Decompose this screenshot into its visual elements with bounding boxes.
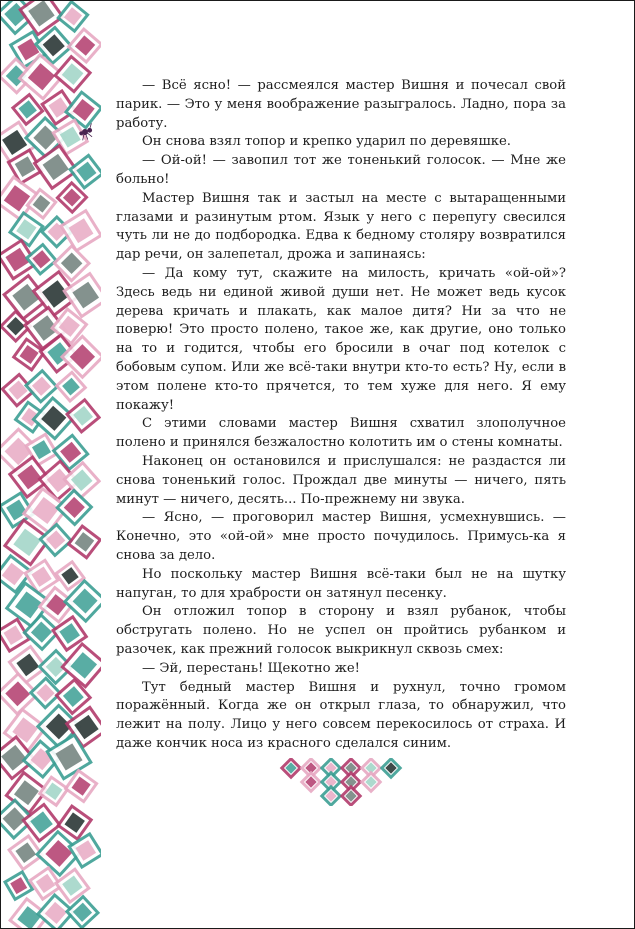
mosaic-tile xyxy=(382,759,400,777)
mosaic-tile xyxy=(61,211,101,251)
paragraph: Он отложил топор в сторону и взял рубанок, чтобы обстругать полено. Но не успел он пройтись рубанком и разочек, как прежний голосок выкрикнул сквозь смех: xyxy=(116,604,566,657)
mosaic-tile xyxy=(58,2,87,31)
mosaic-tile xyxy=(27,245,56,274)
mosaic-tile xyxy=(58,806,91,839)
mosaic-tile xyxy=(362,773,380,791)
mosaic-tile xyxy=(69,834,101,867)
mosaic-ornament xyxy=(271,758,411,806)
mosaic-tile xyxy=(70,155,101,187)
mosaic-tile xyxy=(342,787,360,805)
paragraph: — Ой-ой! — завопил тот же тоненький голосок. — Мне же больно! xyxy=(116,153,566,187)
paragraph: Наконец он остановился и прислушался: не раздастся ли снова тоненький голос. Прождал две минуты — ничего, пять минут — ничего, десять... По-прежнему ни звука. xyxy=(116,453,566,507)
mosaic-tile xyxy=(33,398,74,439)
mosaic-border xyxy=(1,1,101,928)
paragraph: С этими словами мастер Вишня схватил злополучное полено и принялся безжалостно колотить им о стены комнаты. xyxy=(116,416,566,451)
mosaic-tile xyxy=(302,773,320,791)
mosaic-tile xyxy=(67,400,99,432)
story-text xyxy=(116,77,566,754)
mosaic-tile xyxy=(69,526,101,558)
paragraph: Он снова взял топор и крепко ударил по деревяшке. xyxy=(142,134,511,150)
mosaic-tile xyxy=(40,777,68,805)
paragraph: Тут бедный мастер Вишня и рухнул, точно громом поражённый. Когда же он открыл глаза, то обнаружил, что лежит на полу. Лицо у него совсем перекосилось от страха. И даже кончик носа из красного сделался синим. xyxy=(116,679,566,751)
mosaic-tile xyxy=(282,759,300,777)
mosaic-tile xyxy=(322,787,340,805)
mosaic-tile xyxy=(13,95,43,125)
paragraph: Мастер Вишня так и застыл на месте с вытаращенными глазами и разинутым ртом. Язык у него с перепугу свесился чуть ли не до подбородка. Едва к бедному столяру возвратился дар речи, он залепетал, дрожа и запинаясь: xyxy=(116,190,566,263)
paragraph: — Да кому тут, скажите на милость, кричать «ой-ой»? Здесь ведь ни единой живой души нет. Не может ведь кусок дерева кричать и плакать, как малое дитя? Ни за что не поверю! Это просто полено, такое же, как другие, оно только на то и годится, чтобы его бросили в очаг под котелок с бобовым супом. Или же всё-таки внутри кто-то есть? Ну, если в этом полене кто-то прячется, то тем хуже для него. Я ему покажу! xyxy=(116,265,566,413)
mosaic-tile xyxy=(5,872,32,899)
paragraph: — Ясно, — проговорил мастер Вишня, усмехнувшись. — Конечно, это «ой-ой» мне просто почудилось. Примусь-ка я снова за дело. xyxy=(116,510,566,563)
mosaic-tile xyxy=(10,213,43,246)
paragraph: — Всё ясно! — рассмеялся мастер Вишня и почесал свой парик. — Это у меня воображение разыгралось. Ладно, пора за работу. xyxy=(116,78,566,131)
paragraph: — Эй, перестань! Щекотно же! xyxy=(142,660,360,676)
paragraph: Но поскольку мастер Вишня всё-таки был не на шутку напуган, то для храбрости он затянул песенку. xyxy=(116,566,566,601)
